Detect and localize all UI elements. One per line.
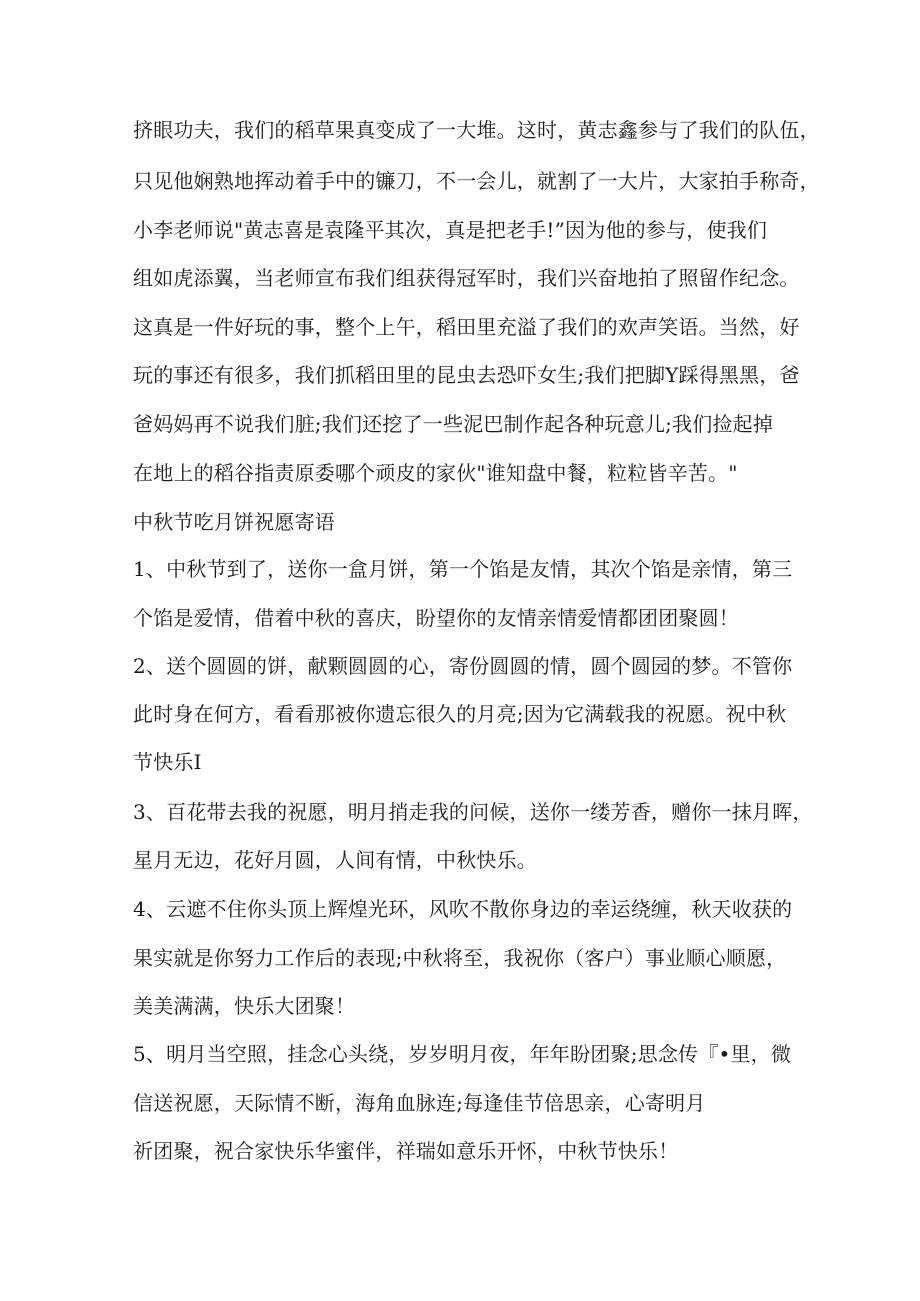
text-line: 这真是一件好玩的事，整个上午，稻田里充溢了我们的欢声笑语。当然，好: [133, 315, 800, 339]
text-line: 爸妈妈再不说我们脏;我们还挖了一些泥巴制作起各种玩意儿;我们捡起掉: [133, 412, 774, 436]
text-line: 玩的事还有很多，我们抓稻田里的昆虫去恐吓女生;我们把脚Y踩得黑黑，爸: [133, 363, 800, 387]
text-line: 1、中秋节到了，送你一盒月饼，第一个馅是友情，其次个馅是亲情，第三: [133, 557, 793, 581]
text-line: 组如虎添翼，当老师宣布我们组获得冠军时，我们兴奋地拍了照留作纪念。: [133, 266, 800, 290]
text-line: 4、云遮不住你头顶上辉煌光环，风吹不散你身边的幸运绕缠，秋天收获的: [133, 897, 793, 921]
text-line: 信送祝愿，天际情不断，海角血脉连;每逢佳节倍思亲，心寄明月: [133, 1091, 706, 1115]
text-line: 果实就是你努力工作后的表现;中秋将至，我祝你（客户）事业顺心顺愿，: [133, 946, 787, 970]
text-line: 祈团聚，祝合家快乐华蜜伴，祥瑞如意乐开怀，中秋节快乐！: [133, 1139, 679, 1163]
text-line: 节快乐I: [133, 750, 202, 774]
text-line: 个馅是爱情，借着中秋的喜庆，盼望你的友情亲情爱情都团团聚圆！: [133, 606, 739, 630]
text-line: 3、百花带去我的祝愿，明月捎走我的问候，送你一缕芳香，赠你一抹月晖，: [133, 800, 813, 824]
section-heading: 中秋节吃月饼祝愿寄语: [133, 510, 335, 534]
text-line: 挤眼功夫，我们的稻草果真变成了一大堆。这时，黄志鑫参与了我们的队伍，: [133, 118, 820, 142]
text-line: 在地上的稻谷指责原委哪个顽皮的家伙"谁知盘中餐，粒粒皆辛苦。": [133, 461, 738, 485]
text-line: 此时身在何方，看看那被你遗忘很久的月亮;因为它满载我的祝愿。祝中秋: [133, 702, 787, 726]
text-line: 只见他娴熟地挥动着手中的镰刀，不一会儿，就割了一大片，大家拍手称奇，: [133, 169, 820, 193]
text-line: 2、送个圆圆的饼，献颗圆圆的心，寄份圆圆的情，圆个圆园的梦。不管你: [133, 654, 793, 678]
text-line: 星月无边，花好月圆，人间有情，中秋快乐。: [133, 848, 537, 872]
text-line: 美美满满，快乐大团聚！: [133, 994, 356, 1018]
text-line: 5、明月当空照，挂念心头绕，岁岁明月夜，年年盼团聚;思念传『•里，微: [133, 1042, 792, 1066]
text-line: 小李老师说"黄志喜是袁隆平其次，真是把老手!”因为他的参与，使我们: [133, 218, 768, 242]
